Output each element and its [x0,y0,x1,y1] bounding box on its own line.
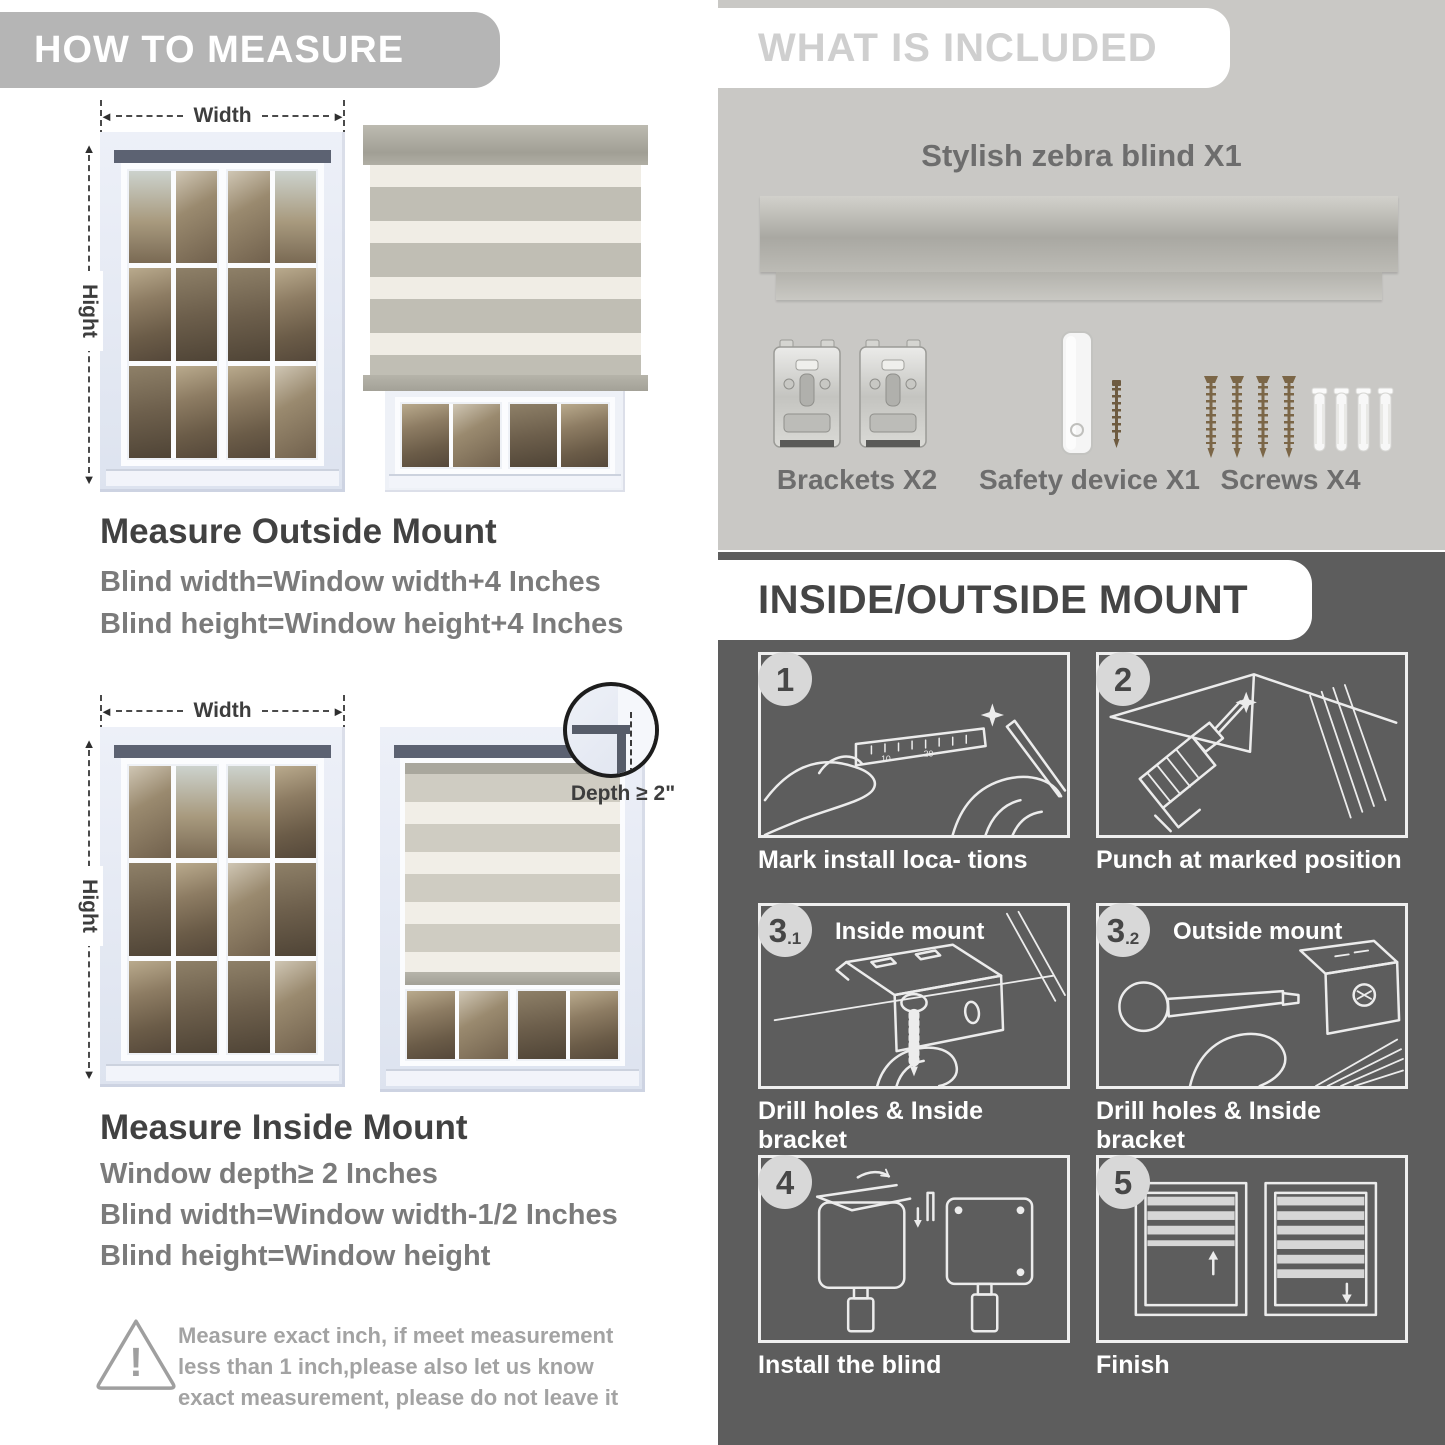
how-to-measure-header [0,12,500,88]
window-sill [106,1066,339,1081]
step-4-panel [758,1155,1070,1343]
brackets-image [772,338,942,460]
height-label: Hight [75,271,103,351]
step-2-panel [1096,652,1408,838]
window-sash [127,169,219,460]
arrow-down-icon: ▼ [82,472,96,487]
window-sill [389,476,621,488]
step-3-1-panel [758,903,1070,1089]
measurement-warning-text: Measure exact inch, if meet measurement less than 1 inch,please also let us know exact measurement, please do not leave it [178,1323,619,1411]
arrow-up-icon: ▲ [82,736,96,751]
window-photo-inside [100,727,345,1087]
svg-text:20: 20 [923,748,934,759]
arrow-down-icon: ▼ [82,1067,96,1082]
window-sill [106,471,339,486]
step-4-caption: Install the blind [758,1351,942,1379]
what-is-included-header [718,8,1230,88]
width-label: Width [193,699,252,722]
step-3-1-title: Inside mount [835,918,985,945]
step-3-1-badge: 3 .1 [758,903,812,957]
what-is-included-title: WHAT IS INCLUDED [758,25,1158,70]
dashed-line [262,115,330,117]
inside-formula-width: Blind width=Window width-1/2 Inches [100,1199,618,1231]
step-1-badge: 1 [758,652,812,706]
blind-quantity-label: Stylish zebra blind X1 [921,138,1242,173]
screws-image [1200,368,1400,464]
depth-callout: Depth ≥ 2" [570,782,676,805]
brackets-label: Brackets X2 [776,464,938,495]
step-5-badge: 5 [1096,1155,1150,1209]
step-1-panel [758,652,1070,838]
window-sash [226,764,318,1055]
inside-outside-mount-title: INSIDE/OUTSIDE MOUNT [758,577,1249,622]
window-under-blind [405,985,620,1061]
svg-text:!: ! [129,1338,143,1385]
arrow-up-icon: ▲ [82,141,96,156]
step-3-1-caption: Drill holes & Inside bracket [758,1097,984,1154]
window-under-blind [385,391,625,492]
depth-magnifier-icon [563,682,659,778]
warning-triangle-icon [92,1312,180,1400]
inside-formula-height: Blind height=Window height [100,1240,491,1272]
inside-mount-title: Measure Inside Mount [100,1108,468,1147]
step-3-2-title: Outside mount [1173,918,1343,945]
blind-bottom-rail [405,972,620,985]
outside-formula-height: Blind height=Window height+4 Inches [100,608,624,640]
dashed-line [116,710,184,712]
inside-outside-mount-header [718,560,1312,640]
inside-formula-depth: Window depth≥ 2 Inches [100,1158,438,1190]
headrail-lower-bar [776,272,1382,300]
step-4-badge: 4 [758,1155,812,1209]
step-5-caption: Finish [1096,1351,1170,1379]
arrow-left-icon: ◄ [100,108,113,124]
safety-device-image [1040,330,1150,462]
outside-formula-width: Blind width=Window width+4 Inches [100,566,601,598]
svg-text:10: 10 [881,753,891,764]
dashed-line [116,115,184,117]
how-to-measure-title: HOW TO MEASURE [34,28,405,71]
window-sash [226,169,318,460]
dashed-line [262,710,330,712]
blind-bottom-rail [363,375,648,391]
window-sash [127,764,219,1055]
window-photo-outside [100,132,345,492]
height-label: Hight [75,866,103,946]
step-1-caption: Mark install loca- tions [758,846,1028,874]
arrow-right-icon: ► [332,703,345,719]
window-sill [386,1071,639,1086]
headrail-image [760,196,1398,272]
step-5-panel [1096,1155,1408,1343]
arrow-left-icon: ◄ [100,703,113,719]
step-3-2-badge: 3 .2 [1096,903,1150,957]
step-2-badge: 2 [1096,652,1150,706]
zebra-blind-outside-mount [363,125,648,492]
window-top-bar [114,745,331,758]
step-3-2-panel [1096,903,1408,1089]
screws-label: Screws X4 [1220,464,1361,495]
blind-headrail [363,125,648,165]
arrow-right-icon: ► [332,108,345,124]
safety-device-label: Safety device X1 [978,464,1201,495]
width-label: Width [193,104,252,127]
window-top-bar [114,150,331,163]
outside-mount-title: Measure Outside Mount [100,512,497,551]
step-2-caption: Punch at marked position [1096,846,1402,874]
blind-stripes [370,165,641,375]
step-3-2-caption: Drill holes & Inside bracket [1096,1097,1322,1154]
